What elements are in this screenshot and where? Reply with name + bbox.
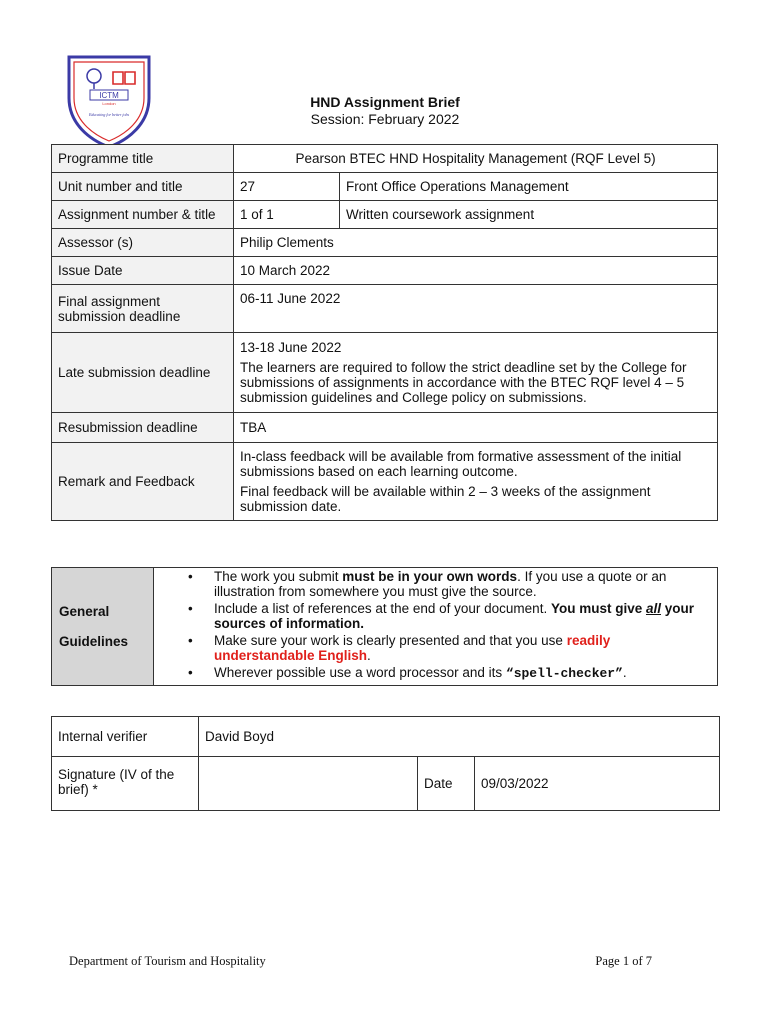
late-deadline-cell: [234, 333, 718, 413]
logo-motto: Educating for better jobs: [88, 112, 130, 117]
assessor-value: Philip Clements: [234, 229, 718, 257]
signature-field: [199, 757, 418, 811]
assignment-label: Assignment number & title: [52, 201, 234, 229]
feedback-line-1: In-class feedback will be available from formative assessment of the initial submissions based on each learning outcome.: [240, 449, 682, 479]
guideline-spell-checker: “spell-checker”: [505, 666, 623, 681]
table-row: [52, 229, 718, 257]
table-row: [52, 173, 718, 201]
table-row: [52, 145, 718, 173]
table-row: [52, 568, 718, 686]
table-row: [52, 201, 718, 229]
issue-date-label: Issue Date: [52, 257, 234, 285]
feedback-cell: [234, 443, 718, 521]
table-row: [52, 333, 718, 413]
assignment-brief-table: [51, 144, 718, 521]
guideline-emphasis-all: all: [645, 601, 661, 616]
table-row: [52, 257, 718, 285]
guidelines-label: [52, 568, 154, 686]
unit-number: 27: [234, 173, 340, 201]
assignment-number: 1 of 1: [234, 201, 340, 229]
guideline-text: Wherever possible use a word processor and its: [214, 665, 506, 680]
guideline-text: . If you use a quote or an illustration from somewhere you must give the source.: [214, 569, 667, 599]
guideline-emphasis: You must give: [550, 601, 646, 616]
feedback-line-2: Final feedback will be available within 2 – 3 weeks of the assignment submission date.: [240, 484, 651, 514]
guidelines-label-line-2: Guidelines: [59, 633, 129, 649]
guideline-text: Include a list of references at the end of your document.: [214, 601, 551, 616]
guidelines-label-line-1: General: [59, 603, 110, 619]
resubmission-value: TBA: [234, 413, 718, 443]
guideline-text: The work you submit: [214, 569, 343, 584]
table-row: [52, 285, 718, 333]
guideline-highlight: readily understandable English: [214, 633, 611, 663]
footer-department: Department of Tourism and Hospitality: [69, 954, 266, 968]
issue-date-value: 10 March 2022: [234, 257, 718, 285]
guideline-text: .: [367, 648, 371, 663]
list-item: [214, 633, 711, 663]
late-deadline-date: 13-18 June 2022: [240, 340, 342, 355]
verifier-label: Internal verifier: [52, 717, 199, 757]
signature-label: Signature (IV of the brief) *: [52, 757, 199, 811]
table-row: [52, 443, 718, 521]
programme-title-value: Pearson BTEC HND Hospitality Management (RQF Level 5): [234, 145, 718, 173]
verification-table: [51, 716, 720, 811]
verifier-value: David Boyd: [199, 717, 720, 757]
unit-title: Front Office Operations Management: [340, 173, 718, 201]
late-deadline-label: Late submission deadline: [52, 333, 234, 413]
guidelines-list: [160, 568, 711, 685]
list-item: [214, 569, 711, 599]
table-row: [52, 717, 720, 757]
guideline-emphasis: your sources of information.: [214, 601, 694, 631]
session-label: Session: February 2022: [310, 111, 460, 127]
logo-text: ICTM: [99, 91, 119, 100]
date-label: Date: [418, 757, 475, 811]
assignment-title: Written coursework assignment: [340, 201, 718, 229]
feedback-label: Remark and Feedback: [52, 443, 234, 521]
table-row: [52, 413, 718, 443]
assessor-label: Assessor (s): [52, 229, 234, 257]
date-value: 09/03/2022: [475, 757, 720, 811]
final-deadline-label: Final assignment submission deadline: [52, 285, 234, 333]
unit-label: Unit number and title: [52, 173, 234, 201]
list-item: [214, 665, 711, 681]
guidelines-list-cell: [154, 568, 718, 686]
general-guidelines-table: [51, 567, 718, 686]
guideline-emphasis: must be in your own words: [342, 569, 518, 584]
final-deadline-value: 06-11 June 2022: [234, 285, 718, 333]
table-row: [52, 757, 720, 811]
programme-title-label: Programme title: [52, 145, 234, 173]
footer-page-number: Page 1 of 7: [595, 954, 652, 968]
guideline-text: .: [622, 665, 627, 680]
document-title: HND Assignment Brief: [310, 94, 460, 110]
list-item: [214, 601, 711, 631]
college-logo: [66, 54, 152, 150]
resubmission-label: Resubmission deadline: [52, 413, 234, 443]
late-deadline-note: The learners are required to follow the strict deadline set by the College for submissions of assignments in accordance with the BTEC RQF level 4 – 5 submission guidelines and College policy on submissions.: [240, 360, 687, 405]
guideline-text: Make sure your work is clearly presented and that you use: [214, 633, 567, 648]
logo-subtext: London: [102, 101, 116, 106]
